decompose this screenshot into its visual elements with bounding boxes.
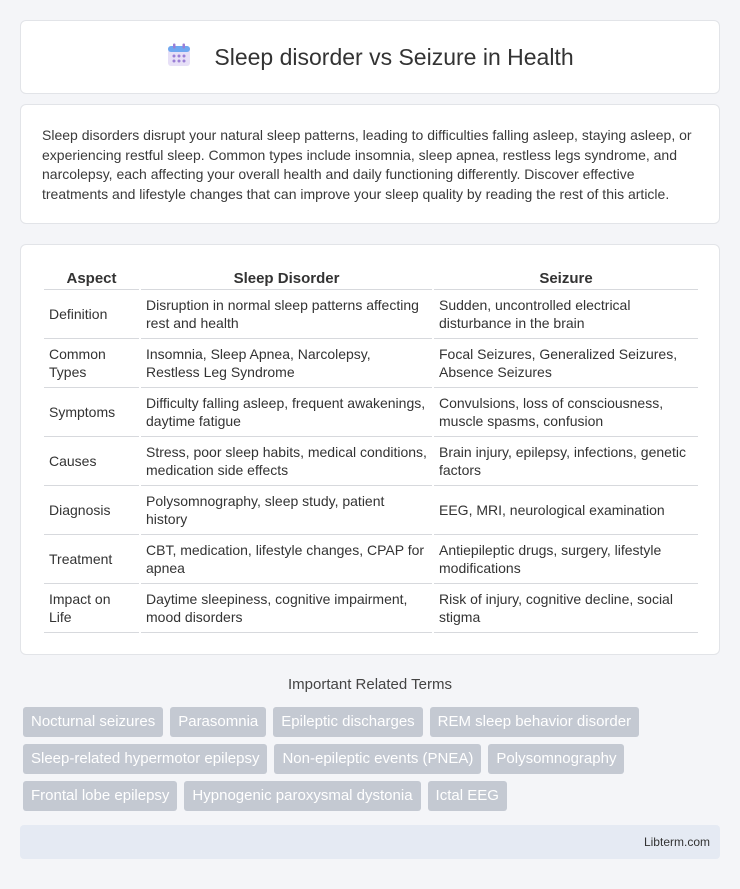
table-row [44, 584, 698, 633]
row-seizure: Convulsions, loss of consciousness, muscle spasms, confusion [434, 388, 698, 437]
header-aspect: Aspect [44, 265, 139, 290]
related-term-tag[interactable]: Epileptic discharges [273, 707, 422, 737]
row-sleep-disorder: Stress, poor sleep habits, medical conditions, medication side effects [141, 437, 432, 486]
page-title: Sleep disorder vs Seizure in Health [214, 43, 574, 70]
header-sleep-disorder: Sleep Disorder [141, 265, 432, 290]
row-sleep-disorder: CBT, medication, lifestyle changes, CPAP for apnea [141, 535, 432, 584]
related-term-tag[interactable]: Frontal lobe epilepsy [23, 781, 177, 811]
row-aspect: Diagnosis [44, 486, 139, 535]
related-terms-list [20, 707, 720, 811]
row-aspect: Symptoms [44, 388, 139, 437]
row-seizure: Antiepileptic drugs, surgery, lifestyle modifications [434, 535, 698, 584]
row-aspect: Definition [44, 290, 139, 339]
row-sleep-disorder: Disruption in normal sleep patterns affecting rest and health [141, 290, 432, 339]
row-sleep-disorder: Difficulty falling asleep, frequent awakenings, daytime fatigue [141, 388, 432, 437]
related-term-tag[interactable]: Nocturnal seizures [23, 707, 163, 737]
row-seizure: Focal Seizures, Generalized Seizures, Absence Seizures [434, 339, 698, 388]
comparison-table-card [20, 244, 720, 655]
related-term-tag[interactable]: Parasomnia [170, 707, 266, 737]
row-seizure: Sudden, uncontrolled electrical disturbance in the brain [434, 290, 698, 339]
related-term-tag[interactable]: Non-epileptic events (PNEA) [274, 744, 481, 774]
row-aspect: Impact on Life [44, 584, 139, 633]
footer [20, 825, 720, 859]
table-row [44, 290, 698, 339]
table-row [44, 486, 698, 535]
table-row [44, 437, 698, 486]
row-sleep-disorder: Daytime sleepiness, cognitive impairment, mood disorders [141, 584, 432, 633]
related-terms-section [20, 676, 720, 811]
row-sleep-disorder: Polysomnography, sleep study, patient history [141, 486, 432, 535]
intro-card [20, 104, 720, 224]
table-row [44, 339, 698, 388]
related-term-tag[interactable]: Polysomnography [488, 744, 624, 774]
table-row [44, 535, 698, 584]
related-term-tag[interactable]: Hypnogenic paroxysmal dystonia [184, 781, 420, 811]
row-aspect: Treatment [44, 535, 139, 584]
row-seizure: Brain injury, epilepsy, infections, genetic factors [434, 437, 698, 486]
related-term-tag[interactable]: Sleep-related hypermotor epilepsy [23, 744, 267, 774]
row-sleep-disorder: Insomnia, Sleep Apnea, Narcolepsy, Restless Leg Syndrome [141, 339, 432, 388]
related-term-tag[interactable]: Ictal EEG [428, 781, 507, 811]
row-aspect: Causes [44, 437, 139, 486]
related-term-tag[interactable]: REM sleep behavior disorder [430, 707, 639, 737]
comparison-table [42, 265, 700, 633]
row-seizure: Risk of injury, cognitive decline, social stigma [434, 584, 698, 633]
row-aspect: Common Types [44, 339, 139, 388]
intro-paragraph: Sleep disorders disrupt your natural sleep patterns, leading to difficulties falling asleep, staying asleep, or experiencing restful sleep. Common types include insomnia, sleep apnea, restless legs syndrome, and narcolepsy, each affecting your overall health and daily functioning differently. Discover effective treatments and lifestyle changes that can improve your sleep quality by reading the rest of this article. [42, 127, 692, 202]
row-seizure: EEG, MRI, neurological examination [434, 486, 698, 535]
table-row [44, 388, 698, 437]
header-seizure: Seizure [434, 265, 698, 290]
calendar-icon [166, 42, 192, 73]
header-card [20, 20, 720, 94]
related-terms-title: Important Related Terms [288, 676, 452, 693]
footer-site-link[interactable]: Libterm.com [643, 835, 710, 849]
table-header-row [44, 265, 698, 290]
